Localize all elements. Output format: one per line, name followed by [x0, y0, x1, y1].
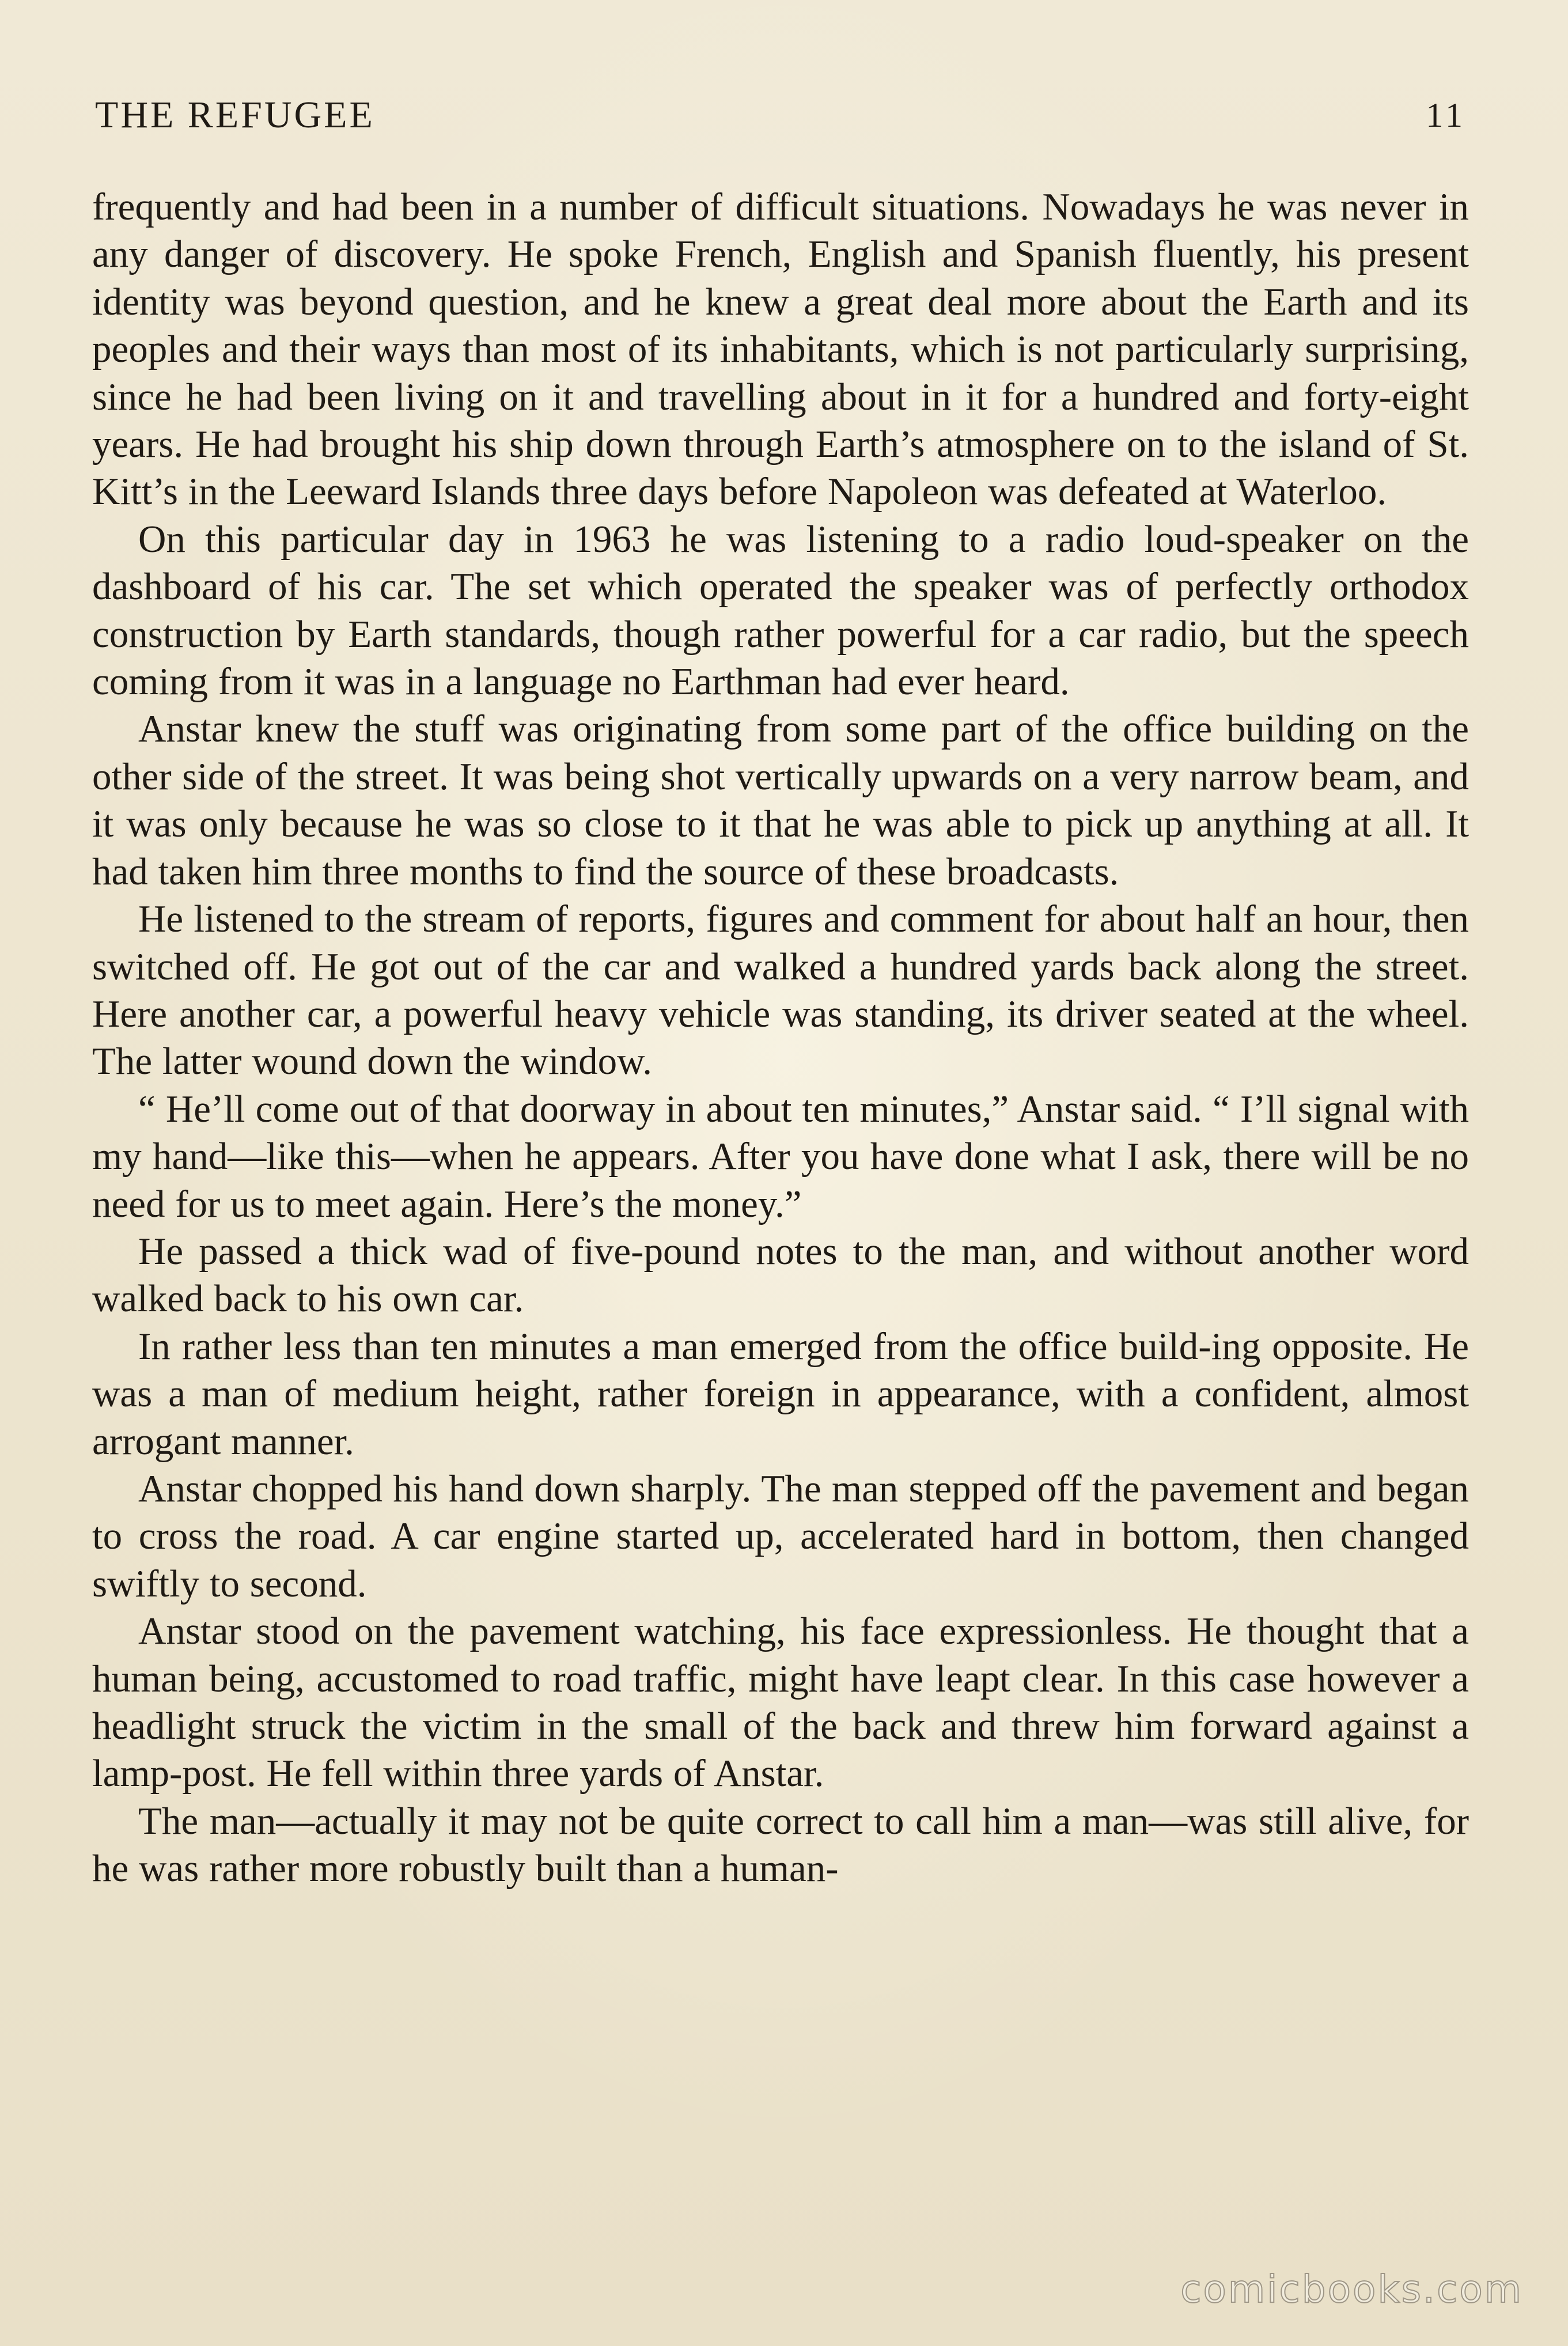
page-header: [95, 92, 1466, 138]
paragraph: The man—actually it may not be quite correct to call him a man—was still alive, for he was rather more robustly built than a human-: [92, 1799, 1469, 1890]
paragraph: On this particular day in 1963 he was listening to a radio loud-speaker on the dashboard of his car. The set which operated the speaker was of perfectly orthodox construction by Earth standards, though rather powerful for a car radio, but the speech coming from it was in a language no Earthman had ever heard.: [92, 517, 1469, 703]
watermark: comicbooks.com: [1180, 2267, 1523, 2311]
paragraph: “ He’ll come out of that doorway in about ten minutes,” Anstar said. “ I’ll signal with my hand—like this—when he appears. After you have done what I ask, there will be no need for us to meet again. Here’s the money.”: [92, 1087, 1469, 1225]
paragraph: In rather less than ten minutes a man emerged from the office build-ing opposite. He was a man of medium height, rather foreign in appearance, with a confident, almost arrogant manner.: [92, 1325, 1469, 1463]
page-number: 11: [1426, 96, 1466, 134]
paragraph: Anstar stood on the pavement watching, his face expressionless. He thought that a human being, accustomed to road traffic, might have leapt clear. In this case however a headlight struck the victim in the small of the back and threw him forward against a lamp-post. He fell within three yards of Anstar.: [92, 1610, 1469, 1795]
body-text: [92, 183, 1469, 1893]
paragraph: Anstar knew the stuff was originating from some part of the office building on the other side of the street. It was being shot vertically upwards on a very narrow beam, and it was only because he was so close to it that he was able to pick up anything at all. It had taken him three months to find the source of these broadcasts.: [92, 707, 1469, 893]
paragraph: He listened to the stream of reports, figures and comment for about half an hour, then switched off. He got out of the car and walked a hundred yards back along the street. Here another car, a powerful heavy vehicle was standing, its driver seated at the wheel. The latter wound down the window.: [92, 898, 1469, 1083]
running-head: THE REFUGEE: [95, 94, 375, 136]
paragraph: Anstar chopped his hand down sharply. The man stepped off the pavement and began to cross the road. A car engine started up, accelerated hard in bottom, then changed swiftly to second.: [92, 1467, 1469, 1605]
paragraph: He passed a thick wad of five-pound notes to the man, and without another word walked back to his own car.: [92, 1229, 1469, 1320]
paragraph: frequently and had been in a number of difficult situations. Nowadays he was never in any danger of discovery. He spoke French, English and Spanish fluently, his present identity was beyond question, and he knew a great deal more about the Earth and its peoples and their ways than most of its inhabitants, which is not particularly surprising, since he had been living on it and travelling about in it for a hundred and forty-eight years. He had brought his ship down through Earth’s atmosphere on to the island of St. Kitt’s in the Leeward Islands three days before Napoleon was defeated at Waterloo.: [92, 186, 1469, 513]
